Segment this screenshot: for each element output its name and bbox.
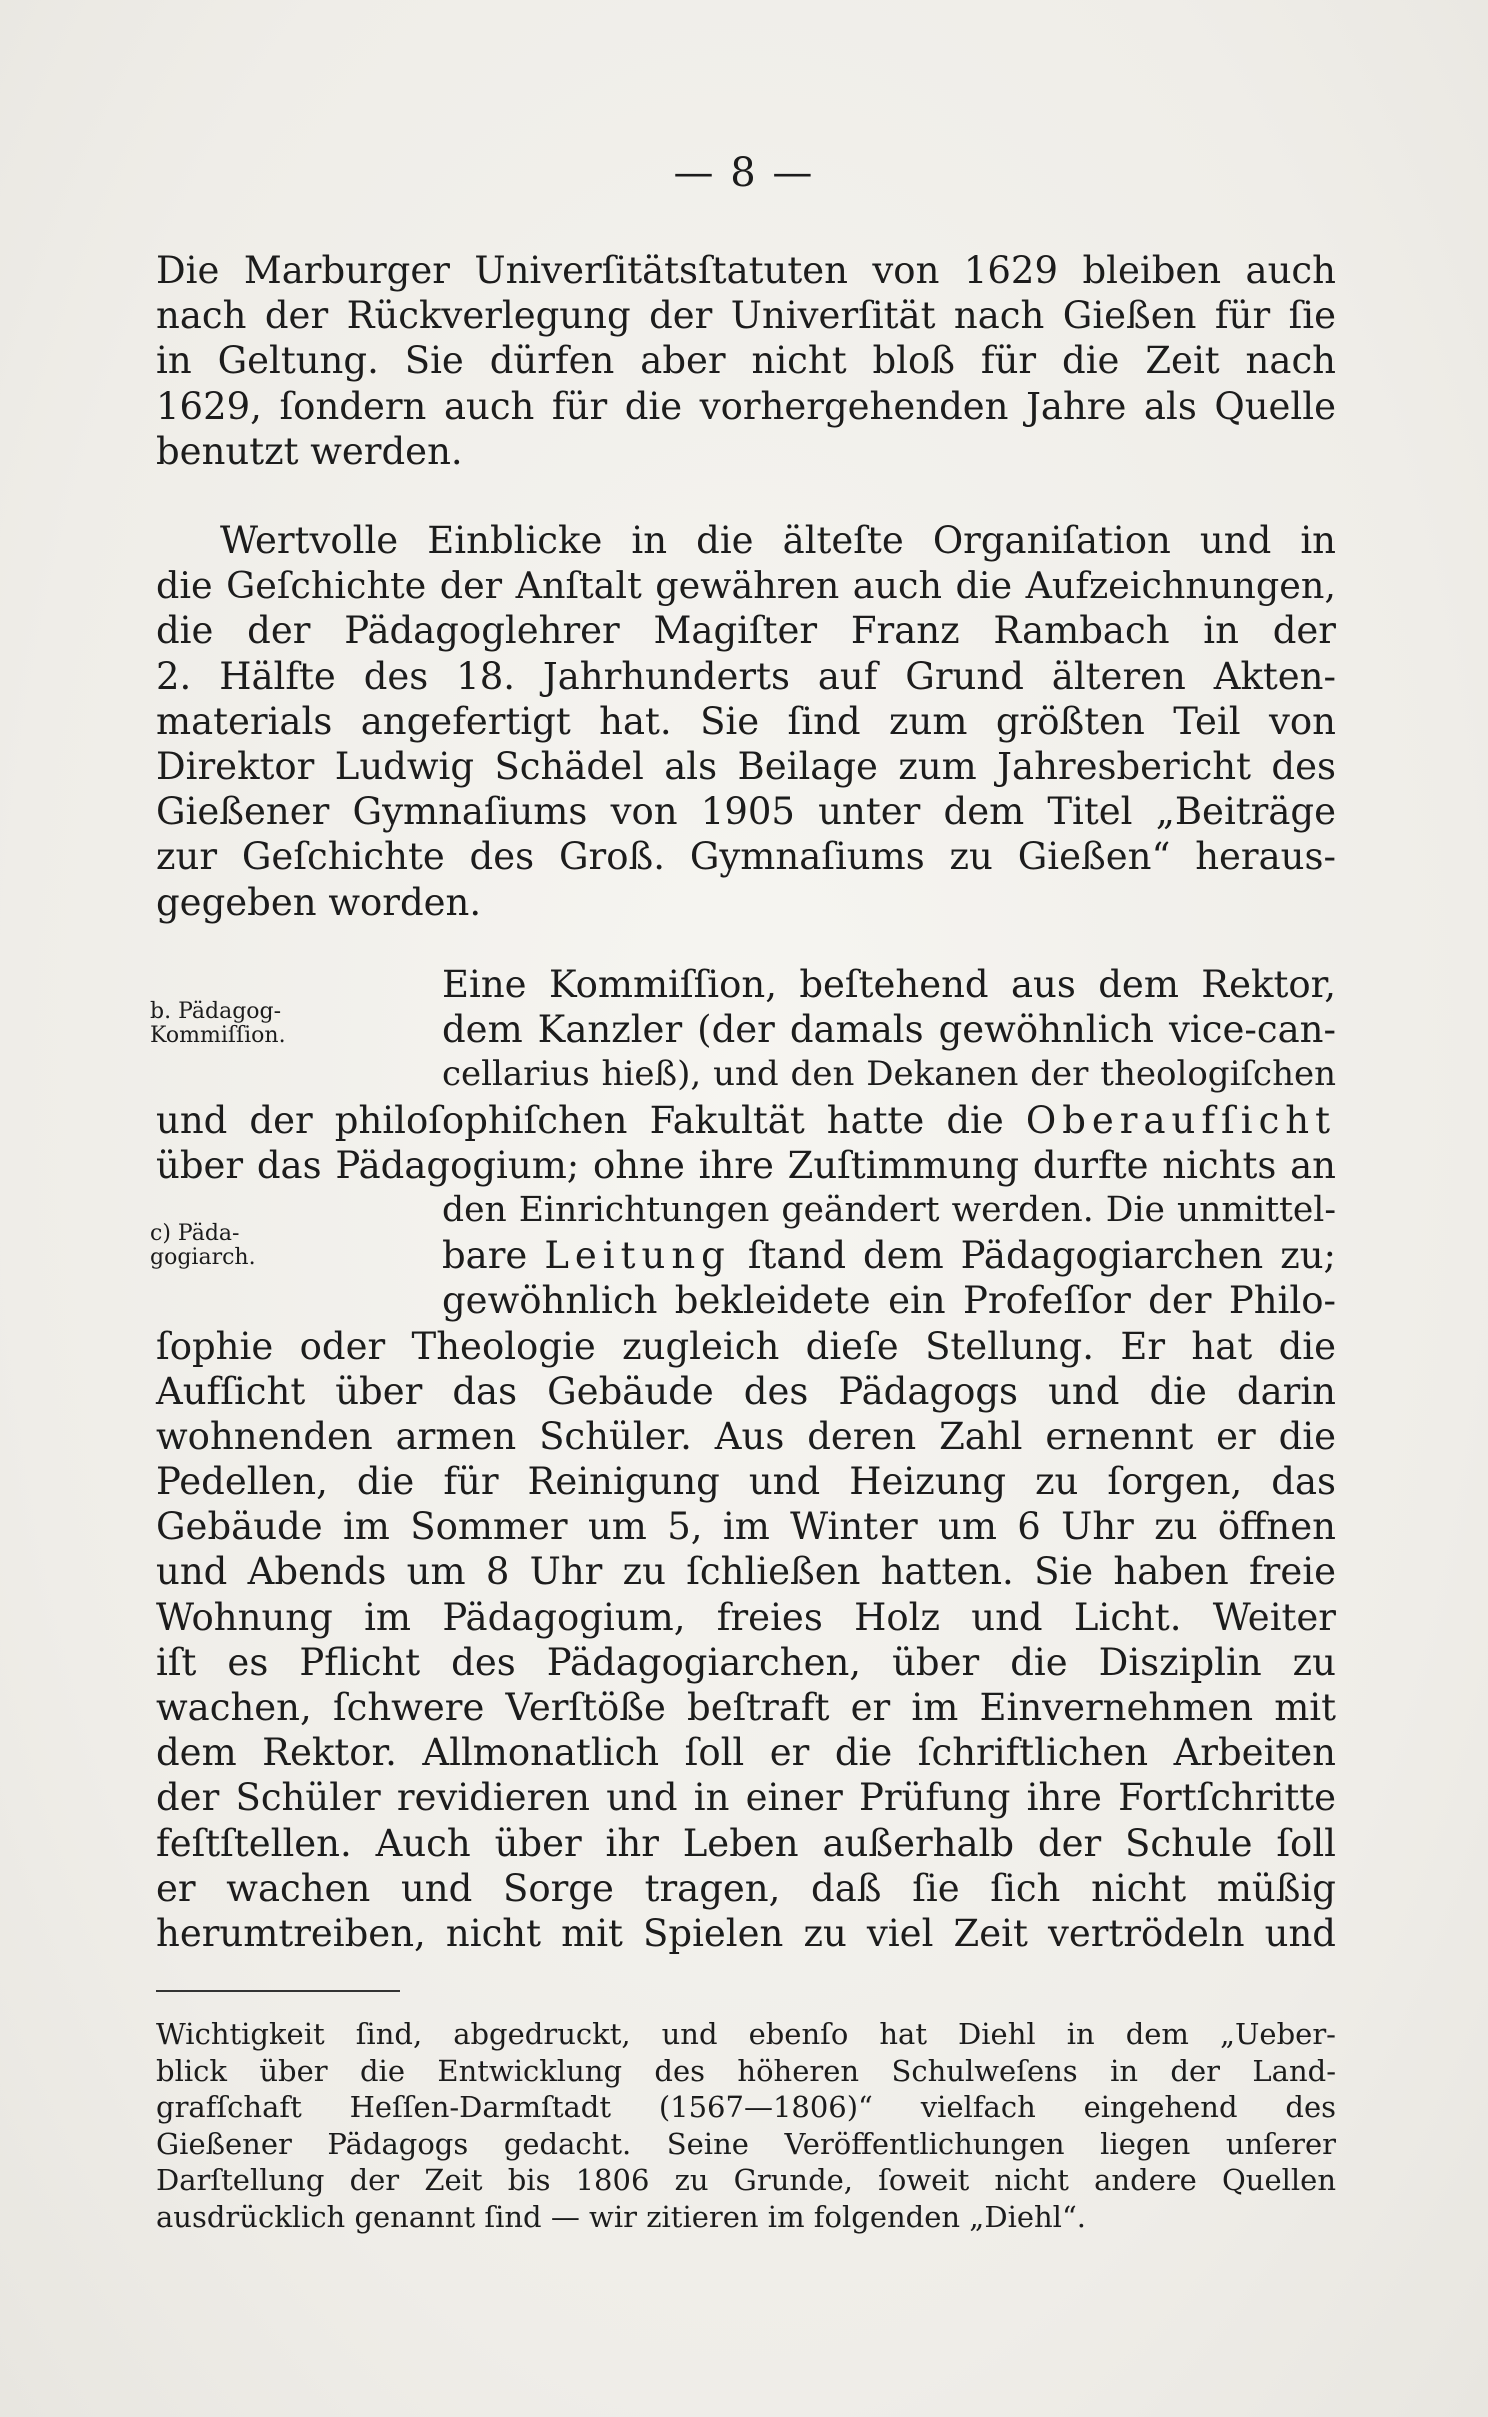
text-line: Direktor Ludwig Schädel als Beilage zum Jahresbericht des <box>156 744 1336 788</box>
text-line: 2. Hälfte des 18. Jahrhunderts auf Grund älteren Akten- <box>156 654 1336 698</box>
text-line: Aufſicht über das Gebäude des Pädagogs und die darin <box>156 1369 1336 1413</box>
footnote-line: grafſchaft Heſſen-Darmſtadt (1567—1806)“ vielfach eingehend des <box>156 2090 1336 2124</box>
text-line: herumtreiben, nicht mit Spielen zu viel Zeit vertrödeln und <box>156 1911 1336 1955</box>
text-line: Wertvolle Einblicke in die älteſte Organiſation und in <box>220 519 1336 562</box>
text-line: Wohnung im Pädagogium, freies Holz und Licht. Weiter <box>156 1595 1336 1639</box>
text-line: feſtſtellen. Auch über ihr Leben außerhalb der Schule ſoll <box>156 1821 1336 1865</box>
text-line: und Abends um 8 Uhr zu ſchließen hatten. Sie haben freie <box>156 1550 1336 1594</box>
text-line: cellarius hieß), und den Dekanen der theologiſchen <box>442 1054 1336 1095</box>
text-run: ſtand dem Pädagogiarchen zu; <box>730 1234 1336 1278</box>
text-line: Pedellen, die für Reinigung und Heizung zu ſorgen, das <box>156 1460 1336 1504</box>
text-line <box>156 1233 1336 1278</box>
text-line: materials angefertigt hat. Sie ſind zum größten Teil von <box>156 699 1336 743</box>
paragraph-2 <box>156 518 1336 925</box>
footnote-line: Darſtellung der Zeit bis 1806 zu Grunde, ſoweit nicht andere Quellen <box>156 2163 1336 2197</box>
paragraph-1 <box>156 248 1336 474</box>
text-line: der Schüler revidieren und in einer Prüfung ihre Fortſchritte <box>156 1776 1336 1820</box>
text-line: wachen, ſchwere Verſtöße beſtraft er im Einvernehmen mit <box>156 1686 1336 1729</box>
footnote-line: Gießener Pädagogs gedacht. Seine Veröffentlichungen liegen unſerer <box>156 2126 1336 2161</box>
text-line: Gießener Gymnaſiums von 1905 unter dem Titel „Beiträge <box>156 790 1336 834</box>
footnote-line: blick über die Entwicklung des höheren Schulweſens in der Land- <box>156 2053 1336 2088</box>
text-line: gewöhnlich bekleidete ein Profeſſor der Philo- <box>442 1279 1336 1323</box>
text-line: benutzt werden. <box>156 429 463 473</box>
text-line: er wachen und Sorge tragen, daß ſie ſich nicht müßig <box>156 1866 1336 1910</box>
page-number: — 8 — <box>673 150 815 196</box>
margin-note-paedagogiarch: c) Päda-gogiarch. <box>150 1221 256 1270</box>
emphasis-text: Oberaufſicht <box>1025 1098 1336 1142</box>
footnote-line: ausdrücklich genannt ſind — wir zitieren im folgenden „Diehl“. <box>156 2199 1086 2234</box>
text-run: bare <box>442 1234 545 1278</box>
footnote-divider <box>156 1990 400 1992</box>
text-line: 1629, ſondern auch für die vorhergehenden Jahre als Quelle <box>156 384 1336 428</box>
text-line: über das Pädagogium; ohne ihre Zuſtimmung durfte nichts an <box>156 1143 1336 1187</box>
text-line: Gebäude im Sommer um 5, im Winter um 6 Uhr zu öffnen <box>156 1505 1336 1549</box>
text-line: die Geſchichte der Anſtalt gewähren auch die Aufzeichnungen, <box>156 564 1336 608</box>
footnote <box>156 2016 1336 2235</box>
text-line: Die Marburger Univerſitätsſtatuten von 1629 bleiben auch <box>156 249 1336 292</box>
text-line <box>156 1098 1336 1143</box>
text-line: in Geltung. Sie dürfen aber nicht bloß für die Zeit nach <box>156 339 1336 383</box>
text-line: gegeben worden. <box>156 880 482 924</box>
text-line: nach der Rückverlegung der Univerſität nach Gießen für ſie <box>156 294 1336 338</box>
text-line: zur Geſchichte des Groß. Gymnaſiums zu Gießen“ heraus- <box>156 835 1336 879</box>
emphasis-text: Leitung <box>544 1234 731 1278</box>
text-run: und der philoſophiſchen Fakultät hatte die <box>156 1098 1026 1142</box>
text-line: die der Pädagoglehrer Magiſter Franz Rambach in der <box>156 609 1336 653</box>
text-line: wohnenden armen Schüler. Aus deren Zahl ernennt er die <box>156 1414 1336 1458</box>
text-line: iſt es Pflicht des Pädagogiarchen, über die Disziplin zu <box>156 1640 1336 1684</box>
footnote-line: Wichtigkeit ſind, abgedruckt, und ebenſo hat Diehl in dem „Ueber- <box>156 2017 1336 2051</box>
text-line: dem Kanzler (der damals gewöhnlich vice-can- <box>442 1008 1336 1052</box>
text-line: Eine Kommiſſion, beſtehend aus dem Rektor, <box>442 963 1336 1006</box>
margin-note-kommission: b. Pädagog-Kommiſſion. <box>150 999 286 1048</box>
text-line: den Einrichtungen geändert werden. Die unmittel- <box>442 1189 1336 1230</box>
text-line: dem Rektor. Allmonatlich ſoll er die ſchriftlichen Arbeiten <box>156 1731 1336 1775</box>
paragraph-3 <box>156 962 1336 1956</box>
text-line: ſophie oder Theologie zugleich dieſe Stellung. Er hat die <box>156 1324 1336 1368</box>
